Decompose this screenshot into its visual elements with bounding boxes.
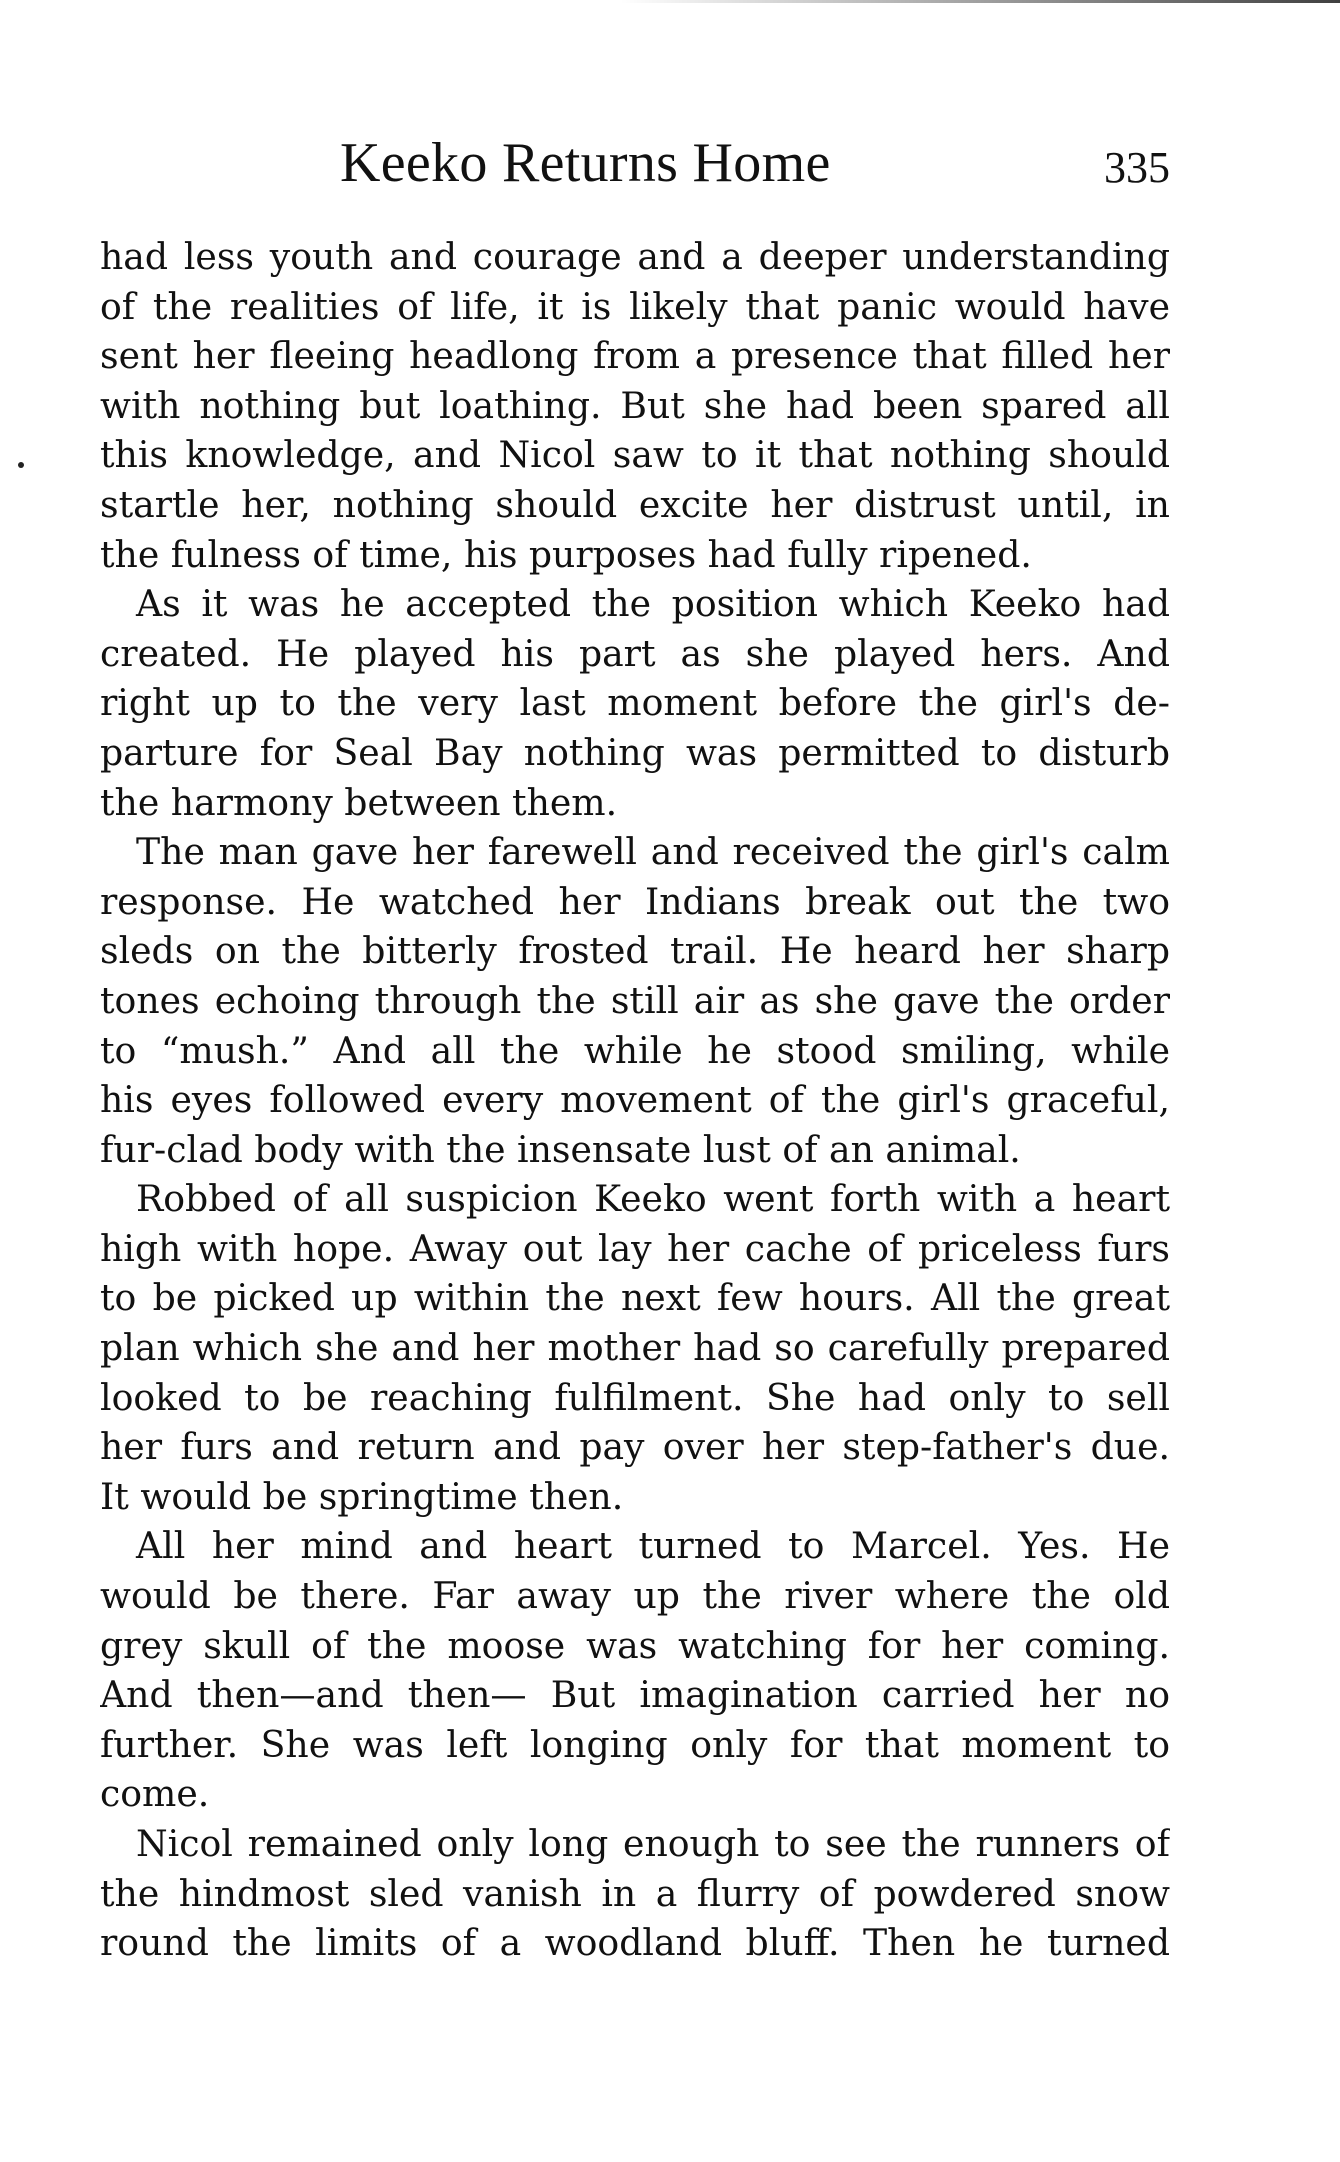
text-line: created. He played his part as she played hers. And <box>100 631 1170 675</box>
text-line: with nothing but loathing. But she had been spared all <box>100 383 1170 427</box>
text-line: to “mush.” And all the while he stood smiling, while <box>100 1028 1170 1072</box>
text-line: Robbed of all suspicion Keeko went forth with a heart <box>136 1177 1170 1221</box>
page-header <box>100 128 1170 198</box>
text-line: come. <box>100 1772 210 1816</box>
running-title: Keeko Returns Home <box>340 132 831 194</box>
text-line: sent her fleeing headlong from a presence that filled her <box>100 334 1170 378</box>
paragraph <box>100 232 1170 579</box>
text-line: this knowledge, and Nicol saw to it that nothing should <box>100 433 1170 477</box>
text-line: high with hope. Away out lay her cache of priceless furs <box>100 1226 1170 1270</box>
text-line: It would be springtime then. <box>100 1474 624 1518</box>
top-edge-rule <box>620 0 1340 3</box>
text-line: And then—and then— But imagination carried her no <box>100 1673 1170 1717</box>
text-line: his eyes followed every movement of the girl's graceful, <box>100 1078 1170 1122</box>
text-line: sleds on the bitterly frosted trail. He heard her sharp <box>100 929 1170 973</box>
margin-speck <box>18 462 24 468</box>
text-line: startle her, nothing should excite her distrust until, in <box>100 482 1170 526</box>
text-line: The man gave her farewell and received the girl's calm <box>136 830 1170 874</box>
page-number: 335 <box>1104 143 1170 192</box>
text-line: As it was he accepted the position which Keeko had <box>136 582 1170 626</box>
text-line: tones echoing through the still air as she gave the order <box>100 978 1170 1022</box>
text-line: to be picked up within the next few hours. All the great <box>100 1276 1170 1320</box>
text-line: her furs and return and pay over her step-father's due. <box>100 1425 1170 1469</box>
text-line: the hindmost sled vanish in a flurry of powdered snow <box>100 1871 1170 1915</box>
paragraph <box>100 827 1170 1174</box>
text-line: response. He watched her Indians break out the two <box>100 879 1170 923</box>
paragraph <box>100 1521 1170 1819</box>
paragraph <box>100 1819 1170 1968</box>
text-line: plan which she and her mother had so carefully prepared <box>100 1326 1170 1370</box>
text-line: of the realities of life, it is likely that panic would have <box>100 284 1170 328</box>
text-line: the fulness of time, his purposes had fully ripened. <box>100 532 1032 576</box>
paragraph <box>100 1174 1170 1521</box>
text-line: the harmony between them. <box>100 780 618 824</box>
body-text <box>100 232 1170 1968</box>
text-line: Nicol remained only long enough to see the runners of <box>136 1822 1170 1865</box>
text-line: fur-clad body with the insensate lust of an animal. <box>100 1127 1021 1171</box>
text-line: parture for Seal Bay nothing was permitted to disturb <box>100 730 1170 774</box>
text-line: further. She was left longing only for that moment to <box>100 1722 1170 1766</box>
text-line: grey skull of the moose was watching for her coming. <box>100 1623 1170 1667</box>
text-line: All her mind and heart turned to Marcel. Yes. He <box>136 1524 1170 1568</box>
paragraph <box>100 579 1170 827</box>
text-line: looked to be reaching fulfilment. She had only to sell <box>100 1375 1170 1419</box>
text-line: would be there. Far away up the river where the old <box>100 1574 1170 1618</box>
text-line: had less youth and courage and a deeper understanding <box>100 235 1170 278</box>
text-line: round the limits of a woodland bluff. Then he turned <box>100 1921 1170 1965</box>
text-line: right up to the very last moment before the girl's de- <box>100 681 1170 725</box>
